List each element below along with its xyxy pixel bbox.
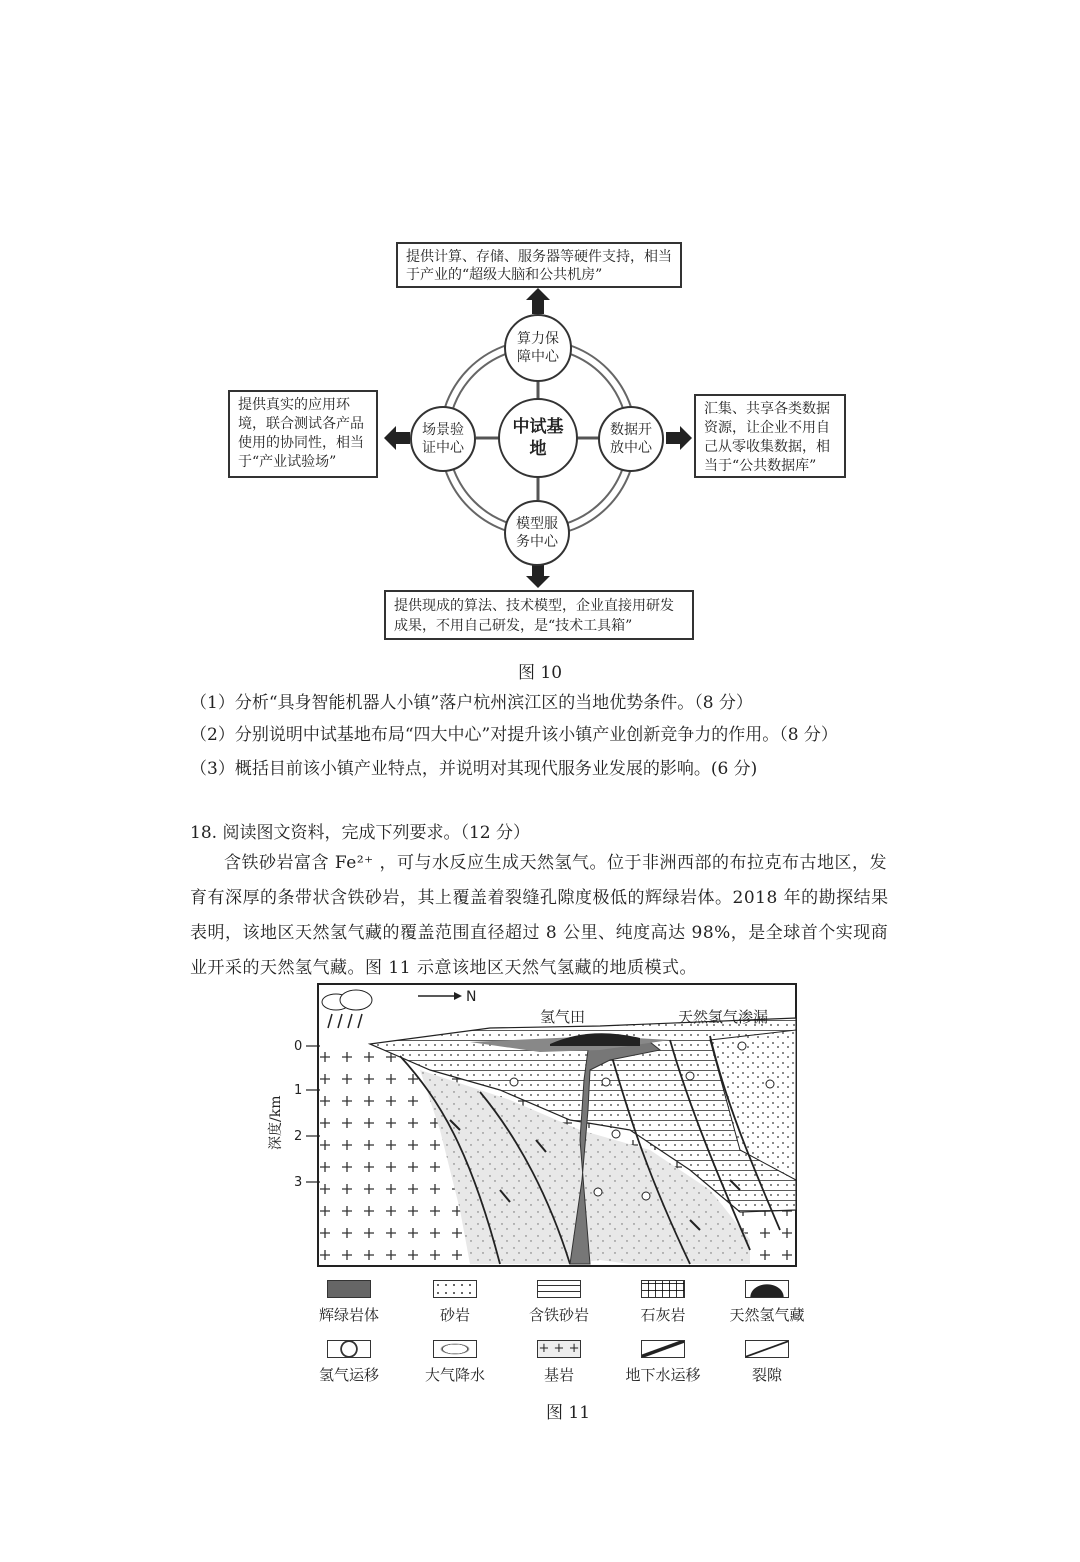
figure11-caption: 图 11 bbox=[546, 1403, 591, 1423]
swatch-basement: + + + bbox=[538, 1341, 580, 1356]
tick-3: 3 bbox=[294, 1175, 303, 1190]
legend-hydrogen-reservoir: 天然氢气藏 bbox=[712, 1280, 822, 1325]
figure10-caption: 图 10 bbox=[518, 663, 563, 683]
swatch-groundwater bbox=[641, 1340, 685, 1358]
legend-limestone: 石灰岩 bbox=[608, 1280, 718, 1325]
legend-basement: + + + 基岩 bbox=[538, 1341, 580, 1384]
swatch-diabase bbox=[327, 1280, 371, 1298]
legend-precipitation: 大气降水 bbox=[400, 1340, 510, 1385]
circle-model-center: 模型服务中心 bbox=[504, 500, 570, 566]
y-axis-label: 深度/km bbox=[268, 1095, 284, 1150]
circle-compute-center: 算力保障中心 bbox=[504, 314, 572, 382]
swatch-hydrogen-reservoir bbox=[745, 1280, 789, 1298]
arrow-up bbox=[526, 288, 550, 314]
question-18-heading: 18. 阅读图文资料，完成下列要求。（12 分） bbox=[190, 823, 530, 843]
swatch-limestone bbox=[641, 1280, 685, 1298]
label-hydrogen-field: 氢气田 bbox=[540, 1008, 586, 1026]
swatch-hydrogen-migration bbox=[327, 1340, 371, 1358]
question-18-paragraph: 含铁砂岩富含 Fe²⁺ ，可与水反应生成天然氢气。位于非洲西部的布拉克布古地区，发育有深厚的条带状含铁砂岩，其上覆盖着裂缝孔隙度极低的辉绿岩体。2018 年的勘探结果表明，该地区天然氢气藏的覆盖范围直径超过 8 公里、纯度高达 98%，是全球首个实现商业开采的天然氢气藏。图 11 示意该地区天然气氢藏的地质模式。 bbox=[190, 853, 889, 978]
tick-2: 2 bbox=[294, 1129, 303, 1144]
circle-scene-center: 场景验证中心 bbox=[410, 406, 476, 472]
arrow-right bbox=[666, 426, 692, 450]
legend-sandstone: 砂岩 bbox=[400, 1280, 510, 1325]
swatch-precipitation bbox=[433, 1340, 477, 1358]
swatch-sandstone bbox=[433, 1280, 477, 1298]
arrow-left bbox=[384, 426, 410, 450]
tick-0: 0 bbox=[294, 1039, 303, 1054]
fig10-bottom-box: 提供现成的算法、技术模型，企业直接用研发成果，不用自己研发，是“技术工具箱” bbox=[384, 590, 694, 640]
question-17-2: （2）分别说明中试基地布局“四大中心”对提升该小镇产业创新竞争力的作用。（8 分） bbox=[190, 725, 838, 745]
swatch-iron-sandstone bbox=[537, 1280, 581, 1298]
legend-hydrogen-migration: 氢气运移 bbox=[294, 1340, 404, 1385]
legend-iron-sandstone: 含铁砂岩 bbox=[504, 1280, 614, 1325]
figure11-diagram bbox=[270, 980, 810, 1270]
legend-fracture: 裂隙 bbox=[712, 1340, 822, 1385]
label-hydrogen-seep: 天然氢气渗漏 bbox=[678, 1008, 769, 1026]
question-17-1: （1）分析“具身智能机器人小镇”落户杭州滨江区的当地优势条件。（8 分） bbox=[190, 693, 753, 713]
circle-pilot-base: 中试基地 bbox=[498, 398, 578, 478]
tick-1: 1 bbox=[294, 1083, 303, 1098]
swatch-fracture bbox=[745, 1340, 789, 1358]
legend-diabase: 辉绿岩体 bbox=[294, 1280, 404, 1325]
legend-groundwater: 地下水运移 bbox=[608, 1340, 718, 1385]
fig10-right-box: 汇集、共享各类数据资源，让企业不用自己从零收集数据，相当于“公共数据库” bbox=[694, 394, 846, 478]
north-label: N bbox=[466, 989, 477, 1005]
fig10-left-box: 提供真实的应用环境，联合测试各产品使用的协同性，相当于“产业试验场” bbox=[228, 390, 378, 478]
question-17-3: （3）概括目前该小镇产业特点，并说明对其现代服务业发展的影响。(6 分) bbox=[190, 759, 758, 779]
fig10-top-box: 提供计算、存储、服务器等硬件支持，相当于产业的“超级大脑和公共机房” bbox=[396, 242, 682, 288]
circle-data-center: 数据开放中心 bbox=[598, 406, 664, 472]
